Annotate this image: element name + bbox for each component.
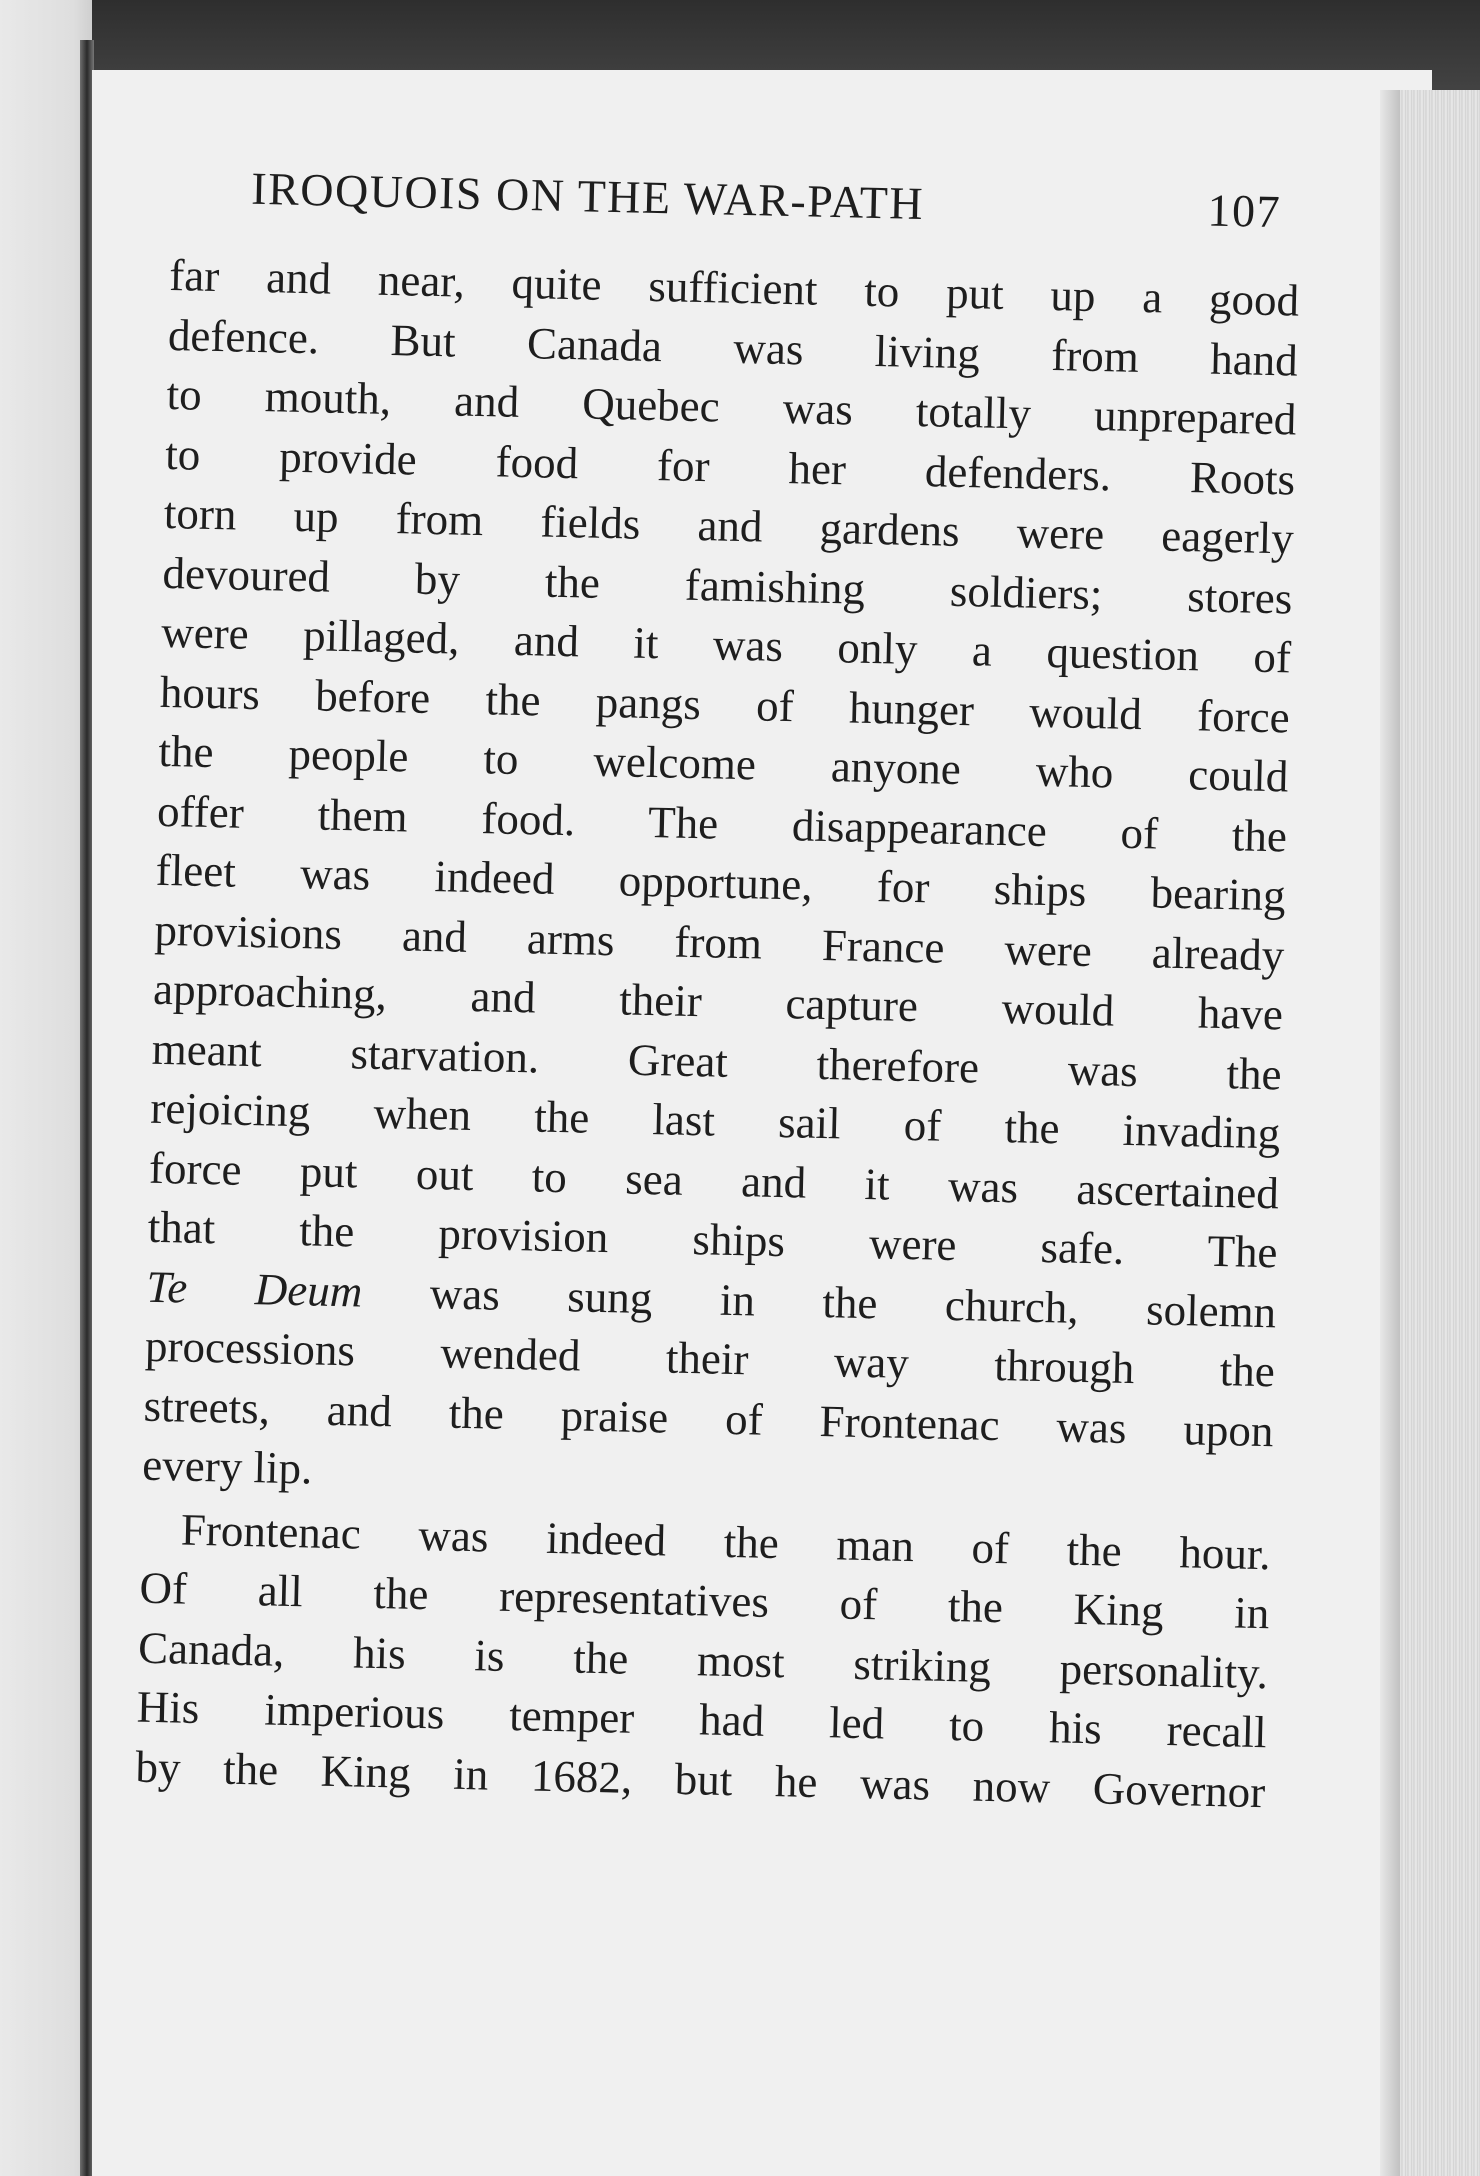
text-line: Canada, his is the most striking personality. bbox=[137, 1622, 1269, 1698]
text-line: processions wended their way through the bbox=[144, 1320, 1276, 1397]
text-line: to mouth, and Quebec was totally unprepared bbox=[166, 368, 1297, 445]
page-edge-shadow bbox=[1380, 90, 1402, 2176]
text-line: that the provision ships were safe. The bbox=[147, 1201, 1279, 1278]
text-line: torn up from fields and gardens were eagerly bbox=[163, 487, 1295, 564]
text-line: His imperious temper had led to his recall bbox=[136, 1681, 1268, 1758]
text-line: were pillaged, and it was only a question of bbox=[160, 606, 1292, 683]
text-line: far and near, quite sufficient to put up a good bbox=[168, 249, 1300, 326]
page-number: 107 bbox=[1207, 184, 1282, 238]
text-line: Of all the representatives of the King in bbox=[139, 1562, 1270, 1639]
paragraph-2 bbox=[135, 1499, 1271, 1822]
text-line: fleet was indeed opportune, for ships bearing bbox=[155, 844, 1287, 921]
text-line-rest: was sung in the church, solemn bbox=[429, 1267, 1277, 1337]
text-line: every lip. bbox=[141, 1439, 313, 1494]
paragraph-1 bbox=[142, 246, 1300, 1521]
italic-phrase: Te Deum bbox=[145, 1261, 363, 1317]
book-page bbox=[92, 70, 1432, 2176]
text-line: devoured by the famishing soldiers; stores bbox=[162, 547, 1293, 624]
text-line: provisions and arms from France were already bbox=[153, 904, 1285, 980]
text-line: the people to welcome anyone who could bbox=[158, 725, 1289, 802]
text-line: approaching, and their capture would have bbox=[152, 963, 1284, 1040]
text-line: meant starvation. Great therefore was the bbox=[151, 1023, 1283, 1099]
page-edges-stack bbox=[1400, 90, 1480, 2176]
text-line: offer them food. The disappearance of the bbox=[156, 785, 1288, 861]
page-text-block bbox=[135, 160, 1302, 1822]
text-line: streets, and the praise of Frontenac was upon bbox=[143, 1380, 1275, 1456]
facing-page-edge bbox=[0, 0, 92, 2176]
text-line: to provide food for her defenders. Roots bbox=[164, 428, 1296, 505]
text-line: rejoicing when the last sail of the invading bbox=[149, 1082, 1281, 1159]
text-line: Frontenac was indeed the man of the hour. bbox=[180, 1504, 1272, 1579]
text-line: by the King in 1682, but he was now Governor bbox=[134, 1741, 1266, 1817]
running-head-title: IROQUOIS ON THE WAR-PATH bbox=[250, 162, 925, 230]
text-line: defence. But Canada was living from hand bbox=[167, 309, 1299, 386]
running-head bbox=[250, 162, 1302, 266]
text-line: hours before the pangs of hunger would force bbox=[159, 666, 1291, 742]
text-line: force put out to sea and it was ascertained bbox=[148, 1142, 1280, 1218]
